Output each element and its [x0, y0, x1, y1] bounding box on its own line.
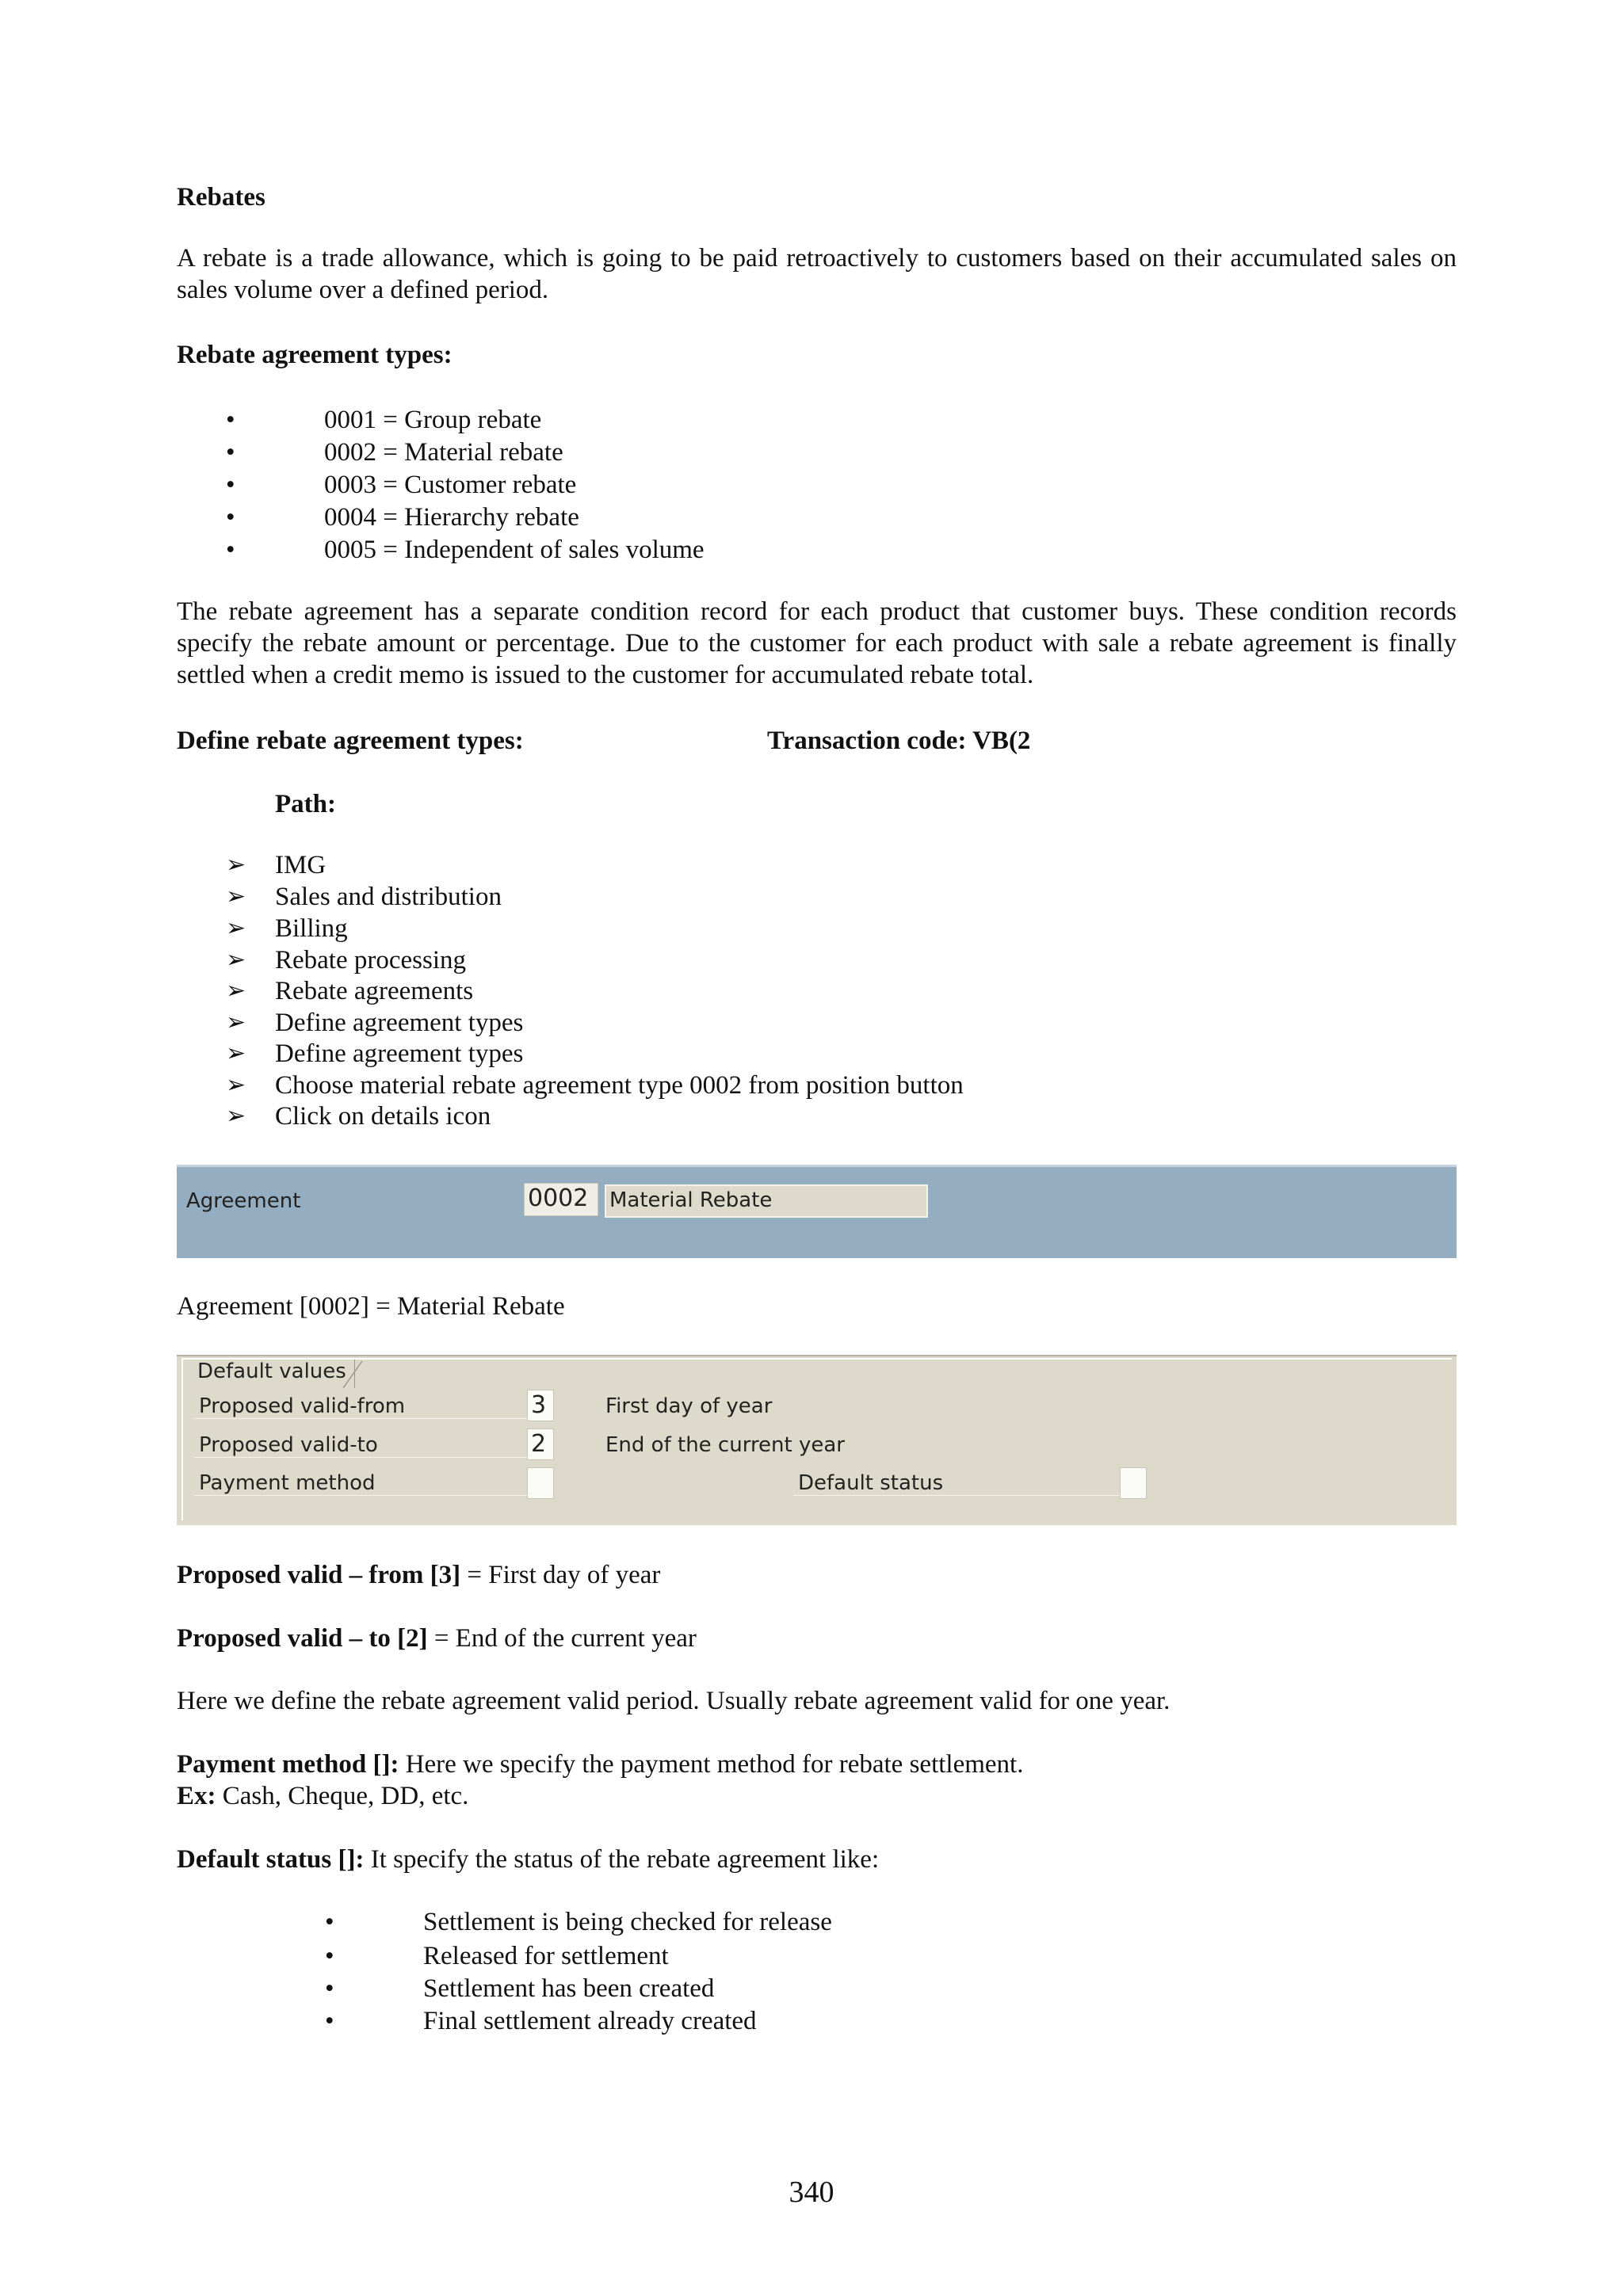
payment-method-label: Payment method — [194, 1471, 532, 1496]
status-list: • Settlement is being checked for release • Released for settlement • Settlement has been created • Final settlement already created — [325, 1908, 832, 2035]
valid-from-line: Proposed valid – from [3] = First day of year — [177, 1561, 661, 1589]
arrow-bullet-icon: ➢ — [226, 947, 246, 973]
arrow-bullet-icon: ➢ — [226, 1040, 246, 1066]
arrow-bullet-icon: ➢ — [226, 852, 246, 878]
intro-paragraph: A rebate is a trade allowance, which is going to be paid retroactively to customers based on their accumulated sales on sales volume over a defined period. — [177, 244, 1457, 304]
payment-method-line: Payment method []: Here we specify the payment method for rebate settlement. — [177, 1750, 1024, 1779]
valid-to-description: End of the current year — [605, 1433, 845, 1457]
arrow-bullet-icon: ➢ — [226, 915, 246, 941]
types-heading: Rebate agreement types: — [177, 341, 453, 369]
payment-method-field[interactable] — [527, 1467, 554, 1499]
valid-to-label: Proposed valid-to — [194, 1433, 532, 1458]
arrow-bullet-icon: ➢ — [226, 883, 246, 910]
arrow-bullet-icon: ➢ — [226, 1072, 246, 1098]
example-line: Ex: Cash, Cheque, DD, etc. — [177, 1782, 469, 1810]
types-list: • 0001 = Group rebate • 0002 = Material rebate • 0003 = Customer rebate • 0004 = Hierarchy rebate • 0005 = Independent of sales volume — [226, 406, 705, 564]
agreement-code-field[interactable]: 0002 — [524, 1183, 598, 1216]
valid-from-label: Proposed valid-from — [194, 1394, 532, 1419]
transaction-code: Transaction code: VB(2 — [767, 727, 1031, 755]
agreement-caption: Agreement [0002] = Material Rebate — [177, 1292, 565, 1321]
section-heading: Rebates — [177, 183, 265, 212]
condition-paragraph: The rebate agreement has a separate condition record for each product that customer buys. These condition records specify the rebate amount or percentage. Due to the customer for each product with sale a rebate agreement is finally settled when a credit memo is issued to the customer for accumulated rebate total. — [177, 597, 1457, 689]
page-number: 340 — [789, 2176, 834, 2209]
arrow-bullet-icon: ➢ — [226, 978, 246, 1004]
valid-to-field[interactable]: 2 — [527, 1428, 554, 1460]
valid-period-paragraph: Here we define the rebate agreement valid period. Usually rebate agreement valid for one year. — [177, 1687, 1170, 1715]
sap-default-values-panel — [177, 1355, 1457, 1525]
arrow-bullet-icon: ➢ — [226, 1103, 246, 1129]
valid-from-field[interactable]: 3 — [527, 1390, 554, 1421]
valid-from-description: First day of year — [605, 1394, 773, 1418]
tab-corner-icon — [343, 1360, 364, 1388]
default-status-line: Default status []: It specify the status of the rebate agreement like: — [177, 1845, 880, 1874]
valid-to-line: Proposed valid – to [2] = End of the current year — [177, 1624, 697, 1653]
default-status-label: Default status — [793, 1471, 1120, 1496]
default-status-field[interactable] — [1120, 1467, 1147, 1499]
agreement-description-field: Material Rebate — [605, 1184, 928, 1218]
path-label: Path: — [275, 790, 336, 818]
define-heading: Define rebate agreement types: — [177, 727, 524, 755]
default-values-group — [181, 1358, 1452, 1520]
path-list: ➢ IMG ➢ Sales and distribution ➢ Billing ➢ Rebate processing ➢ Rebate agreements ➢ Define agreement types ➢ Define agreement types ➢ Choose material rebate agreement type 0002 from position button ➢ Click on details icon — [226, 851, 964, 1131]
sap-agreement-panel — [177, 1165, 1457, 1258]
group-title: Default values — [189, 1360, 355, 1388]
arrow-bullet-icon: ➢ — [226, 1009, 246, 1035]
agreement-label: Agreement — [186, 1189, 301, 1213]
